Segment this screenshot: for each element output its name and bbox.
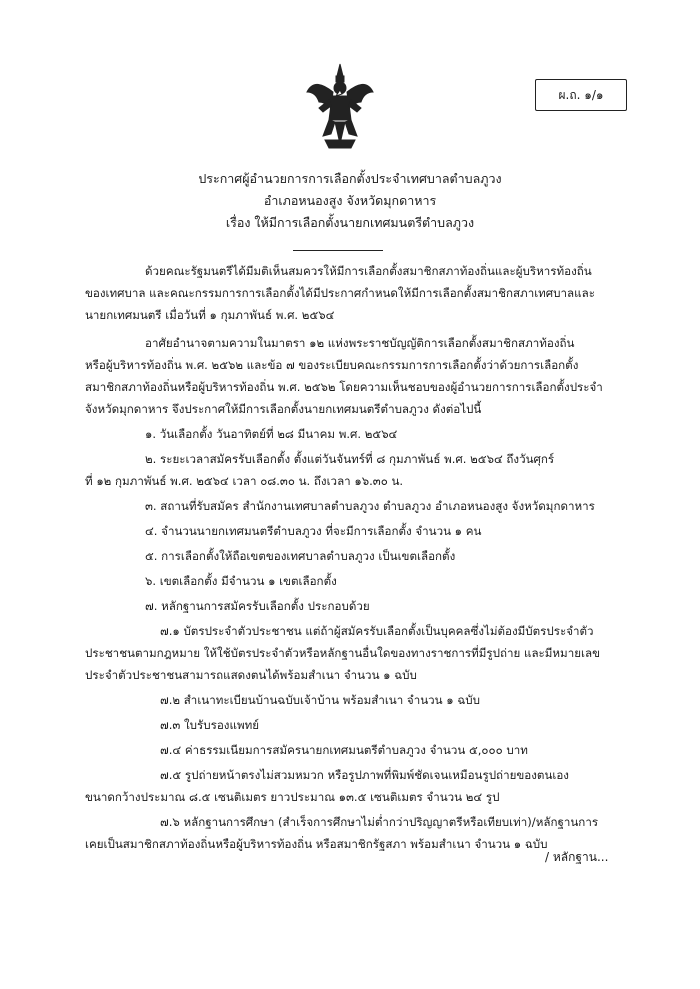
- form-code-box: [535, 79, 627, 111]
- sub-item-continuation: ประจำตัวประชาชนสามารถแสดงตนได้พร้อมสำเนา จำนวน ๑ ฉบับ: [85, 668, 417, 682]
- list-item: ๒. ระยะเวลาสมัครรับเลือกตั้ง ตั้งแต่วันจันทร์ที่ ๘ กุมภาพันธ์ พ.ศ. ๒๕๖๔ ถึงวันศุกร์: [145, 452, 555, 466]
- sub-item: ๗.๑ บัตรประจำตัวประชาชน แต่ถ้าผู้สมัครรับเลือกตั้งเป็นบุคคลซึ่งไม่ต้องมีบัตรประจำตัว: [160, 624, 594, 638]
- form-code: ผ.ถ. ๑/๑: [558, 87, 604, 102]
- sub-item-continuation: ประชาชนตามกฎหมาย ให้ใช้บัตรประจำตัวหรือหลักฐานอื่นใดของทางราชการที่มีรูปถ่าย และมีหมายเลข: [85, 646, 600, 660]
- list-item: ๖. เขตเลือกตั้ง มีจำนวน ๑ เขตเลือกตั้ง: [145, 574, 337, 588]
- paragraph-line: อาศัยอำนาจตามความในมาตรา ๑๒ แห่งพระราชบัญญัติการเลือกตั้งสมาชิกสภาท้องถิ่น: [145, 336, 575, 350]
- list-item: ๗. หลักฐานการสมัครรับเลือกตั้ง ประกอบด้วย: [145, 599, 370, 613]
- paragraph-line: สมาชิกสภาท้องถิ่นหรือผู้บริหารท้องถิ่น พ.ศ. ๒๕๖๒ โดยความเห็นชอบของผู้อำนวยการการเลือกตั้งประจำ: [85, 380, 603, 394]
- paragraph-line: นายกเทศมนตรี เมื่อวันที่ ๑ กุมภาพันธ์ พ.ศ. ๒๕๖๔: [85, 308, 335, 322]
- list-item: ๕. การเลือกตั้งให้ถือเขตของเทศบาลตำบลภูวง เป็นเขตเลือกตั้ง: [145, 549, 456, 563]
- paragraph-line: หรือผู้บริหารท้องถิ่น พ.ศ. ๒๕๖๒ และข้อ ๗ ของระเบียบคณะกรรมการการเลือกตั้งว่าด้วยการเลือกตั้ง: [85, 358, 579, 372]
- garuda-emblem-icon: [305, 62, 375, 152]
- list-item: ๓. สถานที่รับสมัคร สำนักงานเทศบาลตำบลภูวง ตำบลภูวง อำเภอหนองสูง จังหวัดมุกดาหาร: [145, 499, 595, 513]
- announcement-subject: เรื่อง ให้มีการเลือกตั้งนายกเทศมนตรีตำบลภูวง: [225, 215, 475, 230]
- sub-item: ๗.๖ หลักฐานการศึกษา (สำเร็จการศึกษาไม่ต่ำกว่าปริญญาตรีหรือเทียบเท่า)/หลักฐานการ: [160, 815, 599, 829]
- list-item-continuation: ที่ ๑๒ กุมภาพันธ์ พ.ศ. ๒๕๖๔ เวลา ๐๘.๓๐ น. ถึงเวลา ๑๖.๓๐ น.: [85, 474, 404, 488]
- continuation-note: / หลักฐาน...: [545, 850, 609, 864]
- sub-item: ๗.๒ สำเนาทะเบียนบ้านฉบับเจ้าบ้าน พร้อมสำเนา จำนวน ๑ ฉบับ: [160, 693, 480, 707]
- list-item: ๔. จำนวนนายกเทศมนตรีตำบลภูวง ที่จะมีการเลือกตั้ง จำนวน ๑ คน: [145, 524, 482, 538]
- paragraph-line: ด้วยคณะรัฐมนตรีได้มีมติเห็นสมควรให้มีการเลือกตั้งสมาชิกสภาท้องถิ่นและผู้บริหารท้องถิ่น: [145, 264, 592, 278]
- list-item: ๑. วันเลือกตั้ง วันอาทิตย์ที่ ๒๘ มีนาคม พ.ศ. ๒๕๖๔: [145, 427, 398, 441]
- paragraph-line: จังหวัดมุกดาหาร จึงประกาศให้มีการเลือกตั้งนายกเทศมนตรีตำบลภูวง ดังต่อไปนี้: [85, 402, 482, 416]
- sub-item: ๗.๕ รูปถ่ายหน้าตรงไม่สวมหมวก หรือรูปภาพที่พิมพ์ชัดเจนเหมือนรูปถ่ายของตนเอง: [160, 768, 569, 782]
- sub-item: ๗.๔ ค่าธรรมเนียมการสมัครนายกเทศมนตรีตำบลภูวง จำนวน ๕,๐๐๐ บาท: [160, 743, 528, 757]
- sub-item-continuation: ขนาดกว้างประมาณ ๘.๕ เซนติเมตร ยาวประมาณ ๑๓.๕ เซนติเมตร จำนวน ๒๔ รูป: [85, 790, 500, 804]
- sub-item-continuation: เคยเป็นสมาชิกสภาท้องถิ่นหรือผู้บริหารท้องถิ่น หรือสมาชิกรัฐสภา พร้อมสำเนา จำนวน ๑ ฉบับ: [85, 837, 548, 851]
- announcement-title-line1: ประกาศผู้อำนวยการการเลือกตั้งประจำเทศบาลตำบลภูวง: [198, 171, 502, 186]
- announcement-title-line2: อำเภอหนองสูง จังหวัดมุกดาหาร: [263, 193, 437, 208]
- title-divider: [293, 250, 383, 251]
- sub-item: ๗.๓ ใบรับรองแพทย์: [160, 718, 260, 732]
- paragraph-line: ของเทศบาล และคณะกรรมการการเลือกตั้งได้มีประกาศกำหนดให้มีการเลือกตั้งสมาชิกสภาเทศบาลและ: [85, 286, 595, 300]
- announcement-body: [85, 260, 640, 855]
